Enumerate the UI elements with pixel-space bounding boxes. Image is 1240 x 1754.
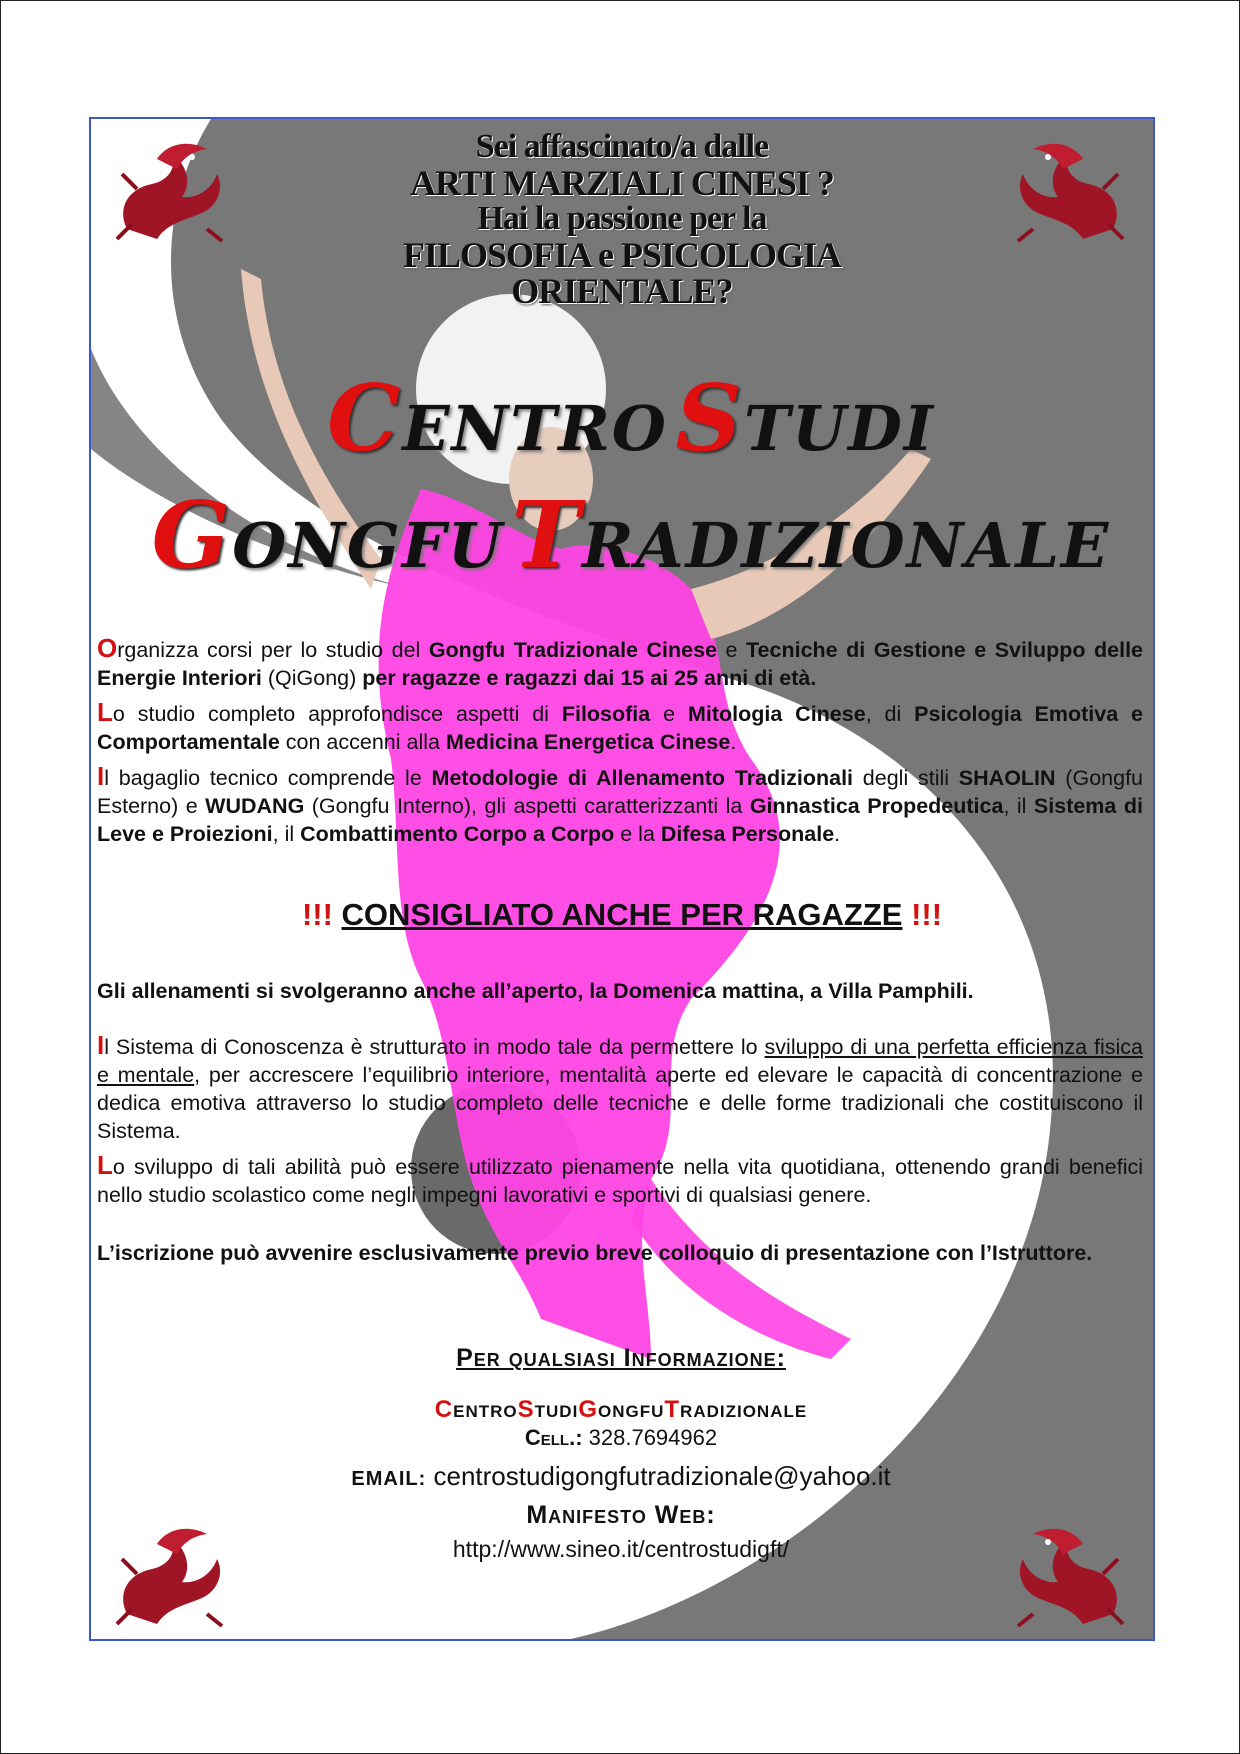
headline-line-5: ORIENTALE? [511,271,733,311]
title-word: ENTRO [402,392,668,465]
drop-initial: I [97,761,105,791]
text-bold: Sistema di Leve e Proiezioni [97,794,1143,846]
title-initial: T [511,481,583,589]
title-initial: G [151,481,233,589]
paragraph-courses [97,634,1143,692]
text-run: l bagaglio tecnico comprende le [104,766,432,790]
org-word: entro [453,1396,518,1423]
training-note: Gli allenamenti si svolgeranno anche all’aperto, la Domenica mattina, a Villa Pamphili. [97,979,974,1003]
text-underlined: sviluppo di una perfetta efficienza fisica e mentale [97,1035,1143,1087]
text-run: degli stili [853,766,959,790]
poster-frame [89,117,1155,1641]
text-bold: Ginnastica Propedeutica [749,794,1004,818]
text-run: o studio completo approfondisce aspetti di [112,702,562,726]
org-initial: C [434,1396,454,1423]
title-initial: S [675,364,744,472]
email-label: EMAIL: [351,1468,427,1490]
title-line-2 [151,481,1111,589]
org-word: ongfu [597,1396,665,1423]
enrollment-text [97,1239,1143,1267]
title-word: RADIZIONALE [582,509,1111,582]
headline-line-1: Sei affascinato/a dalle [475,128,769,165]
org-initial: G [578,1396,598,1423]
system-section [97,1031,1143,1215]
title-initial: C [327,364,403,472]
web-link[interactable]: http://www.sineo.it/centrostudigft/ [452,1536,790,1562]
text-run: , di [865,702,915,726]
text-run: e la [614,822,661,846]
text-run: e [717,638,747,662]
text-run: (Gongfu Esterno) e [97,766,1143,818]
text-run: o sviluppo di tali abilità può essere utilizzato pienamente nella vita quotidiana, ottenendo grandi benefici nello studio scolastico come negli impegni lavorativi e sportivi di qualsiasi genere. [97,1155,1143,1207]
text-bold: WUDANG [205,794,305,818]
text-bold: SHAOLIN [958,766,1056,790]
alert-banner [91,897,1153,933]
text-bold: Difesa Personale [660,822,835,846]
text-run: l Sistema di Conoscenza è strutturato in modo tale da permettere lo [104,1035,765,1059]
poster-content [91,119,1153,1639]
text-run: , il [1003,794,1034,818]
text-bold: Gongfu Tradizionale Cinese [428,638,718,662]
org-word: tudi [534,1396,579,1423]
headline-line-3: Hai la passione per la [477,200,767,237]
cell-phone [311,1425,931,1451]
alert-marks: !!! [911,897,943,932]
text-run: . [730,730,737,754]
paragraph-benefits [97,1151,1143,1209]
text-run: , il [272,822,301,846]
text-run: con accenni alla [279,730,446,754]
org-word: radizionale [680,1396,808,1423]
enrollment-section [97,1239,1143,1273]
paragraph-system [97,1031,1143,1145]
contact-heading: Per qualsiasi Informazione: [456,1344,786,1372]
text-bold: Medicina Energetica Cinese [445,730,731,754]
text-run: rganizza corsi per lo studio del [117,638,429,662]
email-line [311,1461,931,1492]
text-run: (QiGong) [261,666,363,690]
paragraph-study [97,698,1143,756]
paragraph-technical [97,762,1143,848]
drop-initial: L [97,697,113,727]
text-run: . [834,822,841,846]
text-bold: L’iscrizione può avvenire esclusivamente previo breve colloquio di presentazione con l’Istruttore. [97,1241,1093,1265]
email-link[interactable]: centrostudigongfutradizionale@yahoo.it [426,1461,891,1491]
intro-section [97,634,1143,854]
text-bold: Psicologia Emotiva e Comportamentale [97,702,1144,754]
cell-value[interactable]: 328.7694962 [582,1425,718,1450]
text-bold: Tecniche di Gestione e Sviluppo delle Energie Interiori [97,638,1143,690]
text-bold: Combattimento Corpo a Corpo [300,822,615,846]
text-bold: Filosofia [561,702,651,726]
alert-text: CONSIGLIATO ANCHE PER RAGAZZE [341,897,903,932]
org-initial: S [517,1396,535,1423]
org-initial: T [664,1396,681,1423]
text-bold: Mitologia Cinese [687,702,866,726]
title-word: TUDI [743,392,935,465]
organization-name [311,1396,931,1424]
text-bold: per ragazze e ragazzi dai 15 ai 25 anni di età. [362,666,817,690]
headline-line-4: FILOSOFIA e PSICOLOGIA [402,235,842,275]
drop-initial: I [97,1030,105,1060]
text-run: e [650,702,688,726]
drop-initial: O [97,633,118,663]
headline [291,129,953,309]
web-heading: Manifesto Web: [526,1501,716,1529]
title-line-1 [151,364,1111,472]
title-word: ONGFU [232,509,504,582]
headline-line-2: ARTI MARZIALI CINESI ? [410,163,834,203]
alert-marks: !!! [301,897,333,932]
cell-label: Cell.: [524,1425,583,1450]
text-run: (Gongfu Interno), gli aspetti caratterizzanti la [304,794,750,818]
text-run: , per accrescere l’equilibrio interiore, mentalità aperte ed elevare le capacità di concentrazione e dedica emotiva attraverso lo studio completo delle tecniche e delle forme tradizionali che costituiscono il Sistema. [97,1063,1143,1143]
text-bold: Metodologie di Allenamento Tradizionali [431,766,854,790]
drop-initial: L [97,1150,113,1180]
